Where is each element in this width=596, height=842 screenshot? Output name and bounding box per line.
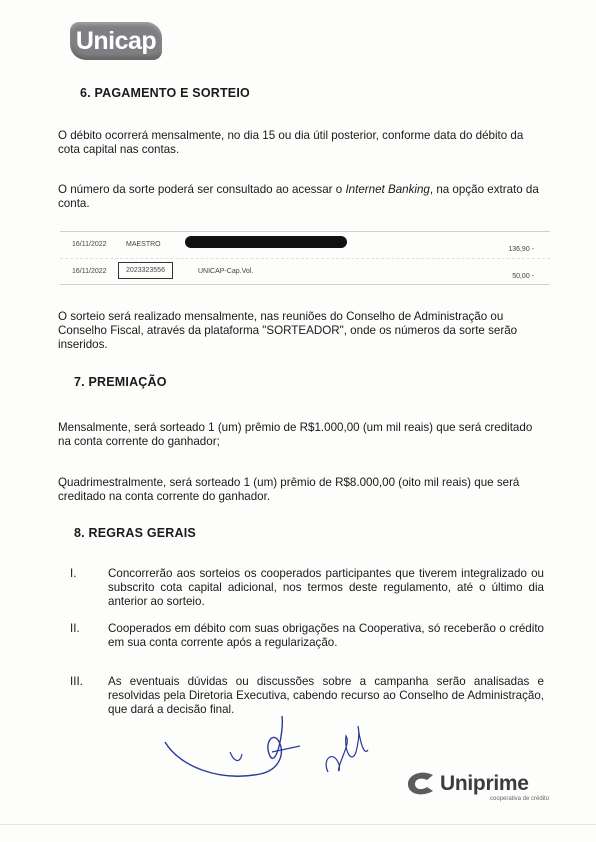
section-8-title: 8. REGRAS GERAIS: [74, 526, 196, 540]
section-7-paragraph-1: Mensalmente, será sorteado 1 (um) prêmio de R$1.000,00 (um mil reais) que será creditado na conta corrente do ganhador;: [58, 421, 533, 448]
statement-date: 16/11/2022: [72, 268, 107, 275]
unicap-logo: Unicap: [70, 22, 162, 60]
rule-text: Cooperados em débito com suas obrigações na Cooperativa, só receberão o crédito em sua conta corrente após a regularização.: [108, 622, 544, 649]
section-7-paragraph-2: Quadrimestralmente, será sorteado 1 (um) prêmio de R$8.000,00 (oito mil reais) que será creditado na conta corrente do ganhador.: [58, 476, 520, 503]
statement-value: 50,00 -: [512, 273, 534, 280]
rule-text: Concorrerão aos sorteios os cooperados participantes que tiverem integralizado ou subscrito cota capital adicional, nos termos deste regulamento, até o último dia anterior ao sorteio.: [108, 567, 544, 608]
section-6-paragraph-3: O sorteio será realizado mensalmente, nas reuniões do Conselho de Administração ou Conselho Fiscal, através da plataforma "SORTEADOR", onde os números da sorte serão inseridos.: [58, 310, 518, 351]
rule-text: As eventuais dúvidas ou discussões sobre a campanha serão analisadas e resolvidas pela Diretoria Executiva, cabendo recurso ao Conselho de Administração, que dará a decisão final.: [108, 675, 544, 716]
uniprime-tagline: cooperativa de crédito: [490, 796, 550, 802]
statement-value: 136,90 -: [508, 246, 534, 253]
rule-number: III.: [70, 675, 83, 688]
handwritten-signatures: [160, 712, 380, 792]
section-6-paragraph-1: O débito ocorrerá mensalmente, no dia 15 ou dia útil posterior, conforme data do débito da cota capital nas contas.: [58, 129, 524, 156]
lucky-number-box: 2023323556: [118, 262, 173, 279]
section-6-paragraph-2: O número da sorte poderá ser consultado ao acessar o Internet Banking, na opção extrato da conta.: [58, 183, 539, 210]
statement-description: MAESTRO: [126, 241, 161, 248]
page-bottom-divider: [0, 824, 596, 825]
section-7-title: 7. PREMIAÇÃO: [74, 375, 167, 389]
statement-row: [60, 258, 550, 285]
section-6-title: 6. PAGAMENTO E SORTEIO: [80, 86, 250, 100]
statement-date: 16/11/2022: [72, 241, 107, 248]
rule-number: II.: [70, 622, 80, 635]
rule-number: I.: [70, 567, 77, 580]
uniprime-logo-icon: [405, 771, 437, 797]
uniprime-logo-text: Uniprime: [440, 772, 529, 795]
redaction-bar: [185, 236, 347, 248]
statement-description: UNICAP-Cap.Vol.: [198, 268, 254, 275]
